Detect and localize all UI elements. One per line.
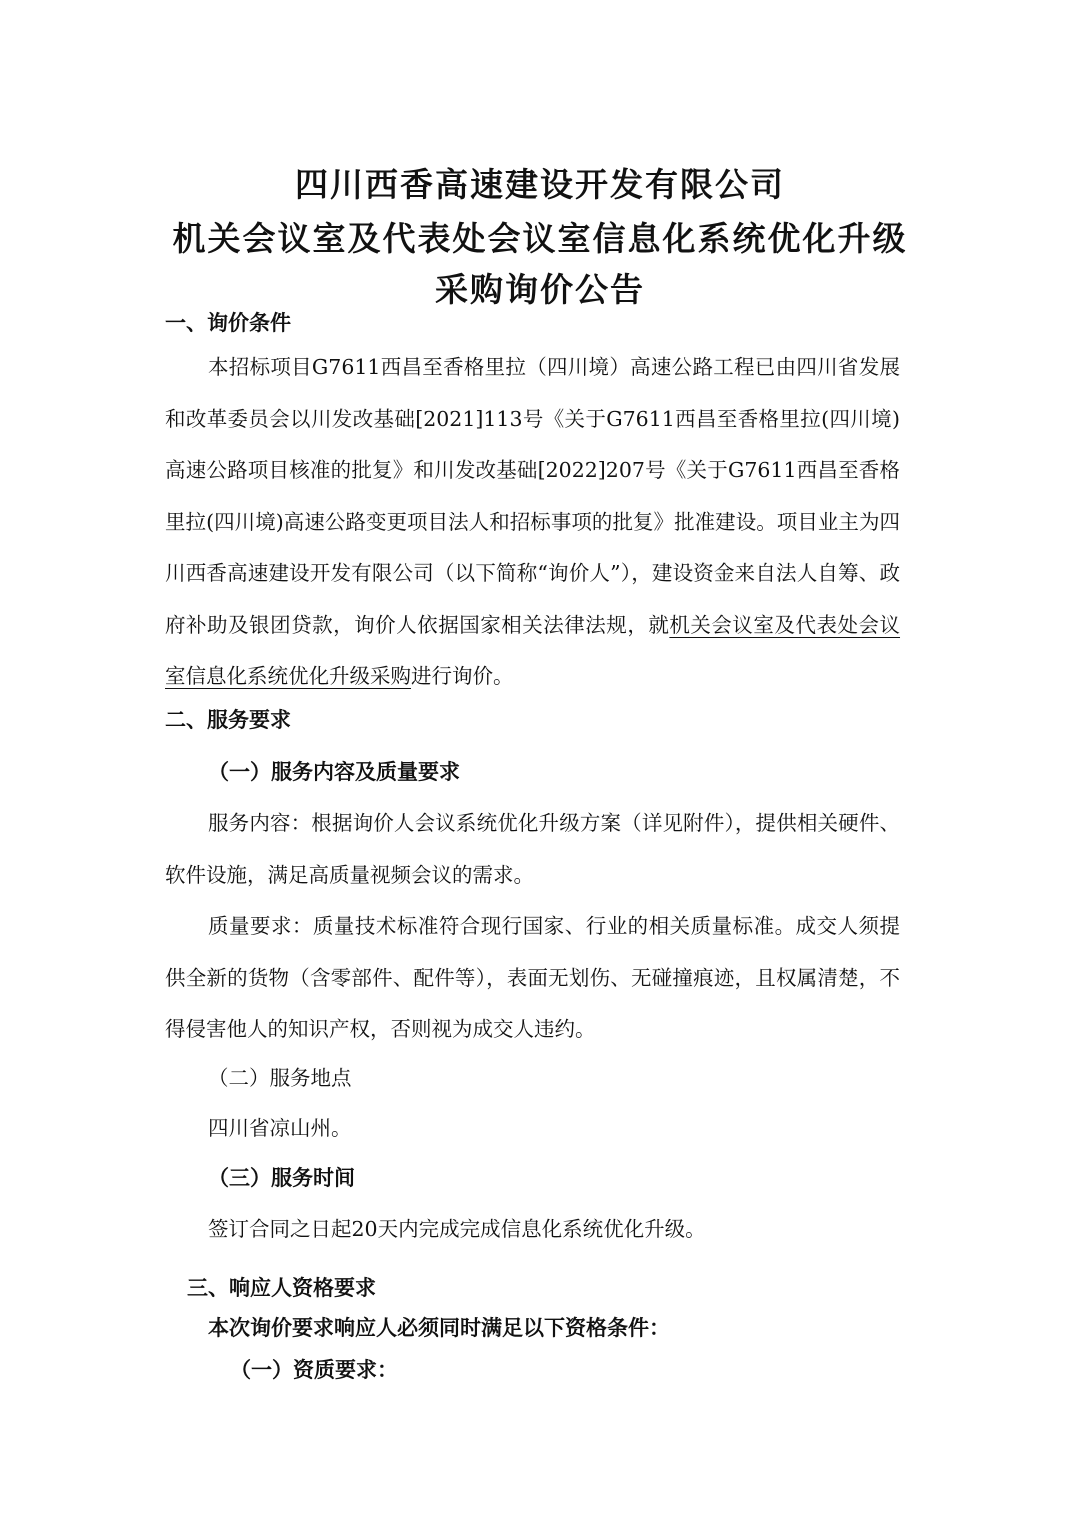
- section1-paragraph-text: 本招标项目G7611西昌至香格里拉（四川境）高速公路工程已由四川省发展和改革委员会以川发改基础[2021]113号《关于G7611西昌至香格里拉(四川境)高速公路项目核准的批复》和川发改基础[2022]207号《关于G7611西昌至香格里拉(四川境)高速公路变更项目法人和招标事项的批复》批准建设。项目业主为四川西香高速建设开发有限公司（以下简称“询价人”），建设资金来自法人自筹、政府补助及银团贷款，询价人依据国家相关法律法规，就: [165, 355, 900, 637]
- section1-paragraph: [165, 342, 900, 703]
- section2-sub2-heading: （二）服务地点: [208, 1066, 352, 1090]
- section3-heading: 三、响应人资格要求: [187, 1276, 376, 1300]
- section3-intro: 本次询价要求响应人必须同时满足以下资格条件：: [208, 1316, 670, 1340]
- section2-heading: 二、服务要求: [165, 708, 291, 732]
- project-name-underlined: 机关会议室及代表处会议室信息化系统优化升级采购: [165, 612, 901, 688]
- section1-heading: 一、询价条件: [165, 311, 291, 335]
- title-notice: 采购询价公告: [435, 270, 645, 309]
- section3-sub1-heading: （一）资质要求：: [230, 1358, 398, 1382]
- section2-sub3-heading: （三）服务时间: [208, 1166, 355, 1190]
- service-time: 签订合同之日起20天内完成完成信息化系统优化升级。: [208, 1217, 706, 1241]
- service-location: 四川省凉山州。: [208, 1116, 352, 1140]
- service-content-paragraph: 服务内容：根据询价人会议系统优化升级方案（详见附件），提供相关硬件、软件设施，满足高质量视频会议的需求。: [165, 811, 900, 887]
- section2-sub1-heading: （一）服务内容及质量要求: [208, 760, 460, 784]
- title-project: 机关会议室及代表处会议室信息化系统优化升级: [172, 219, 908, 258]
- title-company: 四川西香高速建设开发有限公司: [295, 165, 785, 204]
- quality-requirement-paragraph: 质量要求：质量技术标准符合现行国家、行业的相关质量标准。成交人须提供全新的货物（含零部件、配件等），表面无划伤、无碰撞痕迹，且权属清楚，不得侵害他人的知识产权，否则视为成交人违约。: [165, 914, 900, 1041]
- section1-paragraph-end: 进行询价。: [411, 664, 514, 688]
